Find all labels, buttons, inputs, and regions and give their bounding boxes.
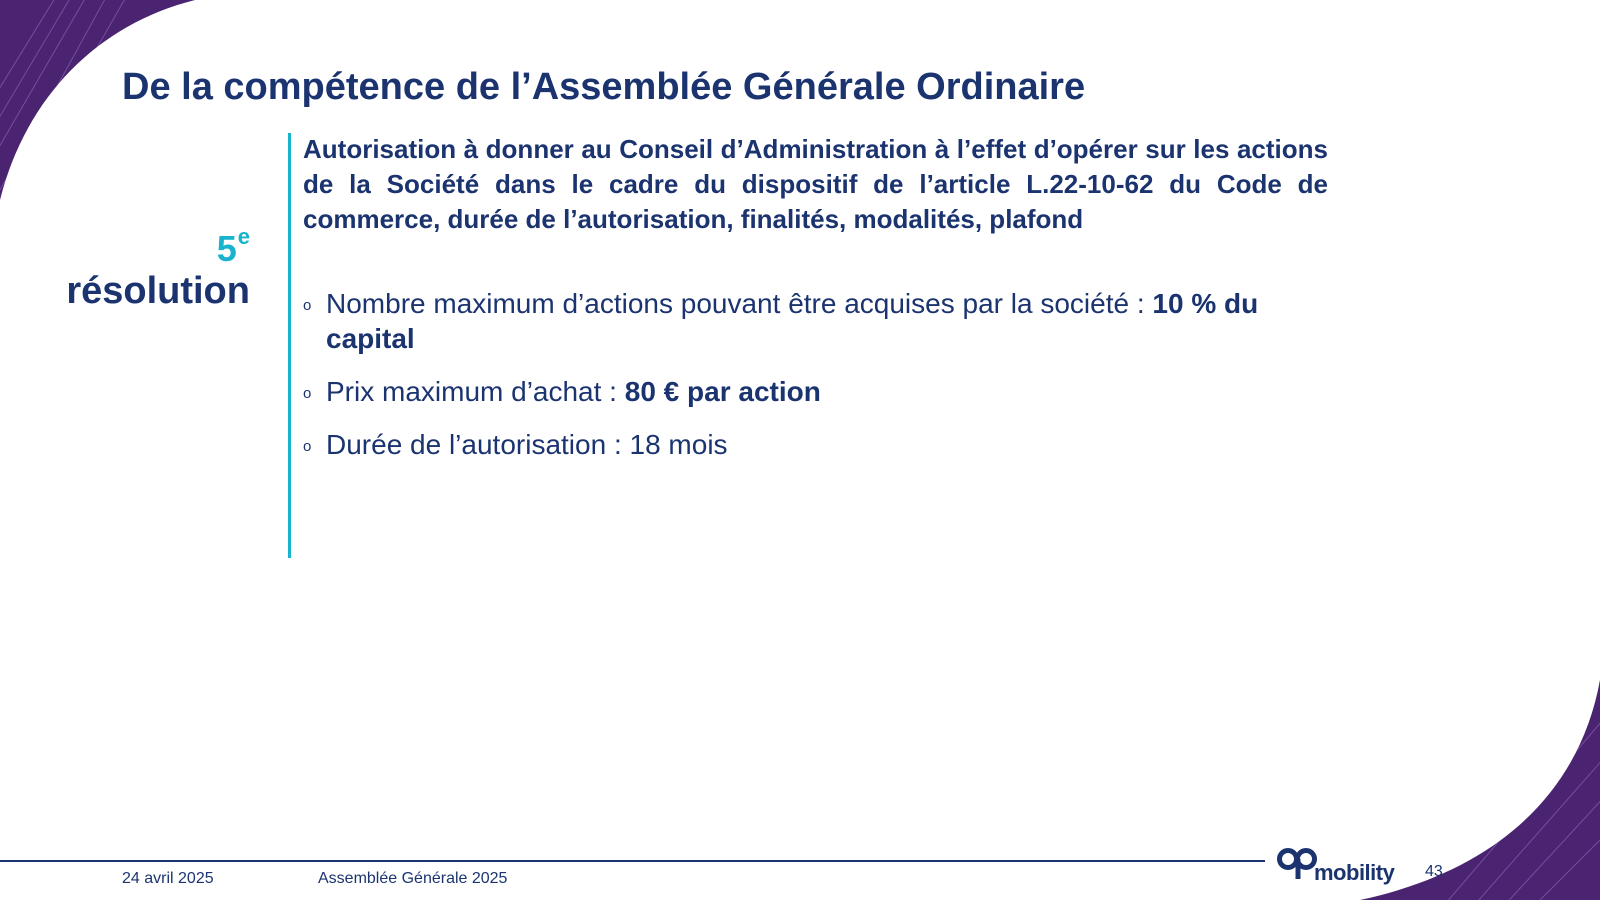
footer-date: 24 avril 2025	[122, 870, 214, 887]
bottom-right-corner-decoration	[1360, 680, 1600, 900]
resolution-ordinal-suffix: e	[237, 224, 250, 249]
resolution-label: résolution	[66, 270, 250, 312]
resolution-number-value: 5	[216, 228, 237, 269]
logo-wordmark: mobility	[1314, 860, 1395, 885]
bullet-bold-text: 10 % du capital	[326, 288, 1259, 354]
resolution-number	[216, 224, 250, 270]
footer-divider	[0, 860, 1265, 862]
list-item	[303, 286, 1343, 356]
vertical-divider	[288, 133, 291, 558]
bullet-list	[303, 286, 1343, 480]
circle-bullet-icon: o	[303, 297, 312, 314]
circle-bullet-icon: o	[303, 438, 312, 455]
resolution-heading: Autorisation à donner au Conseil d’Administration à l’effet d’opérer sur les actions de la Société dans le cadre du dispositif de l’article L.22-10-62 du Code de commerce, durée de l’autorisation, finalités, modalités, plafond	[303, 134, 1328, 234]
circle-bullet-icon: o	[303, 385, 312, 402]
bullet-bold-text: 80 € par action	[624, 376, 821, 407]
bullet-text: Prix maximum d’achat :	[326, 376, 625, 407]
slide-title: De la compétence de l’Assemblée Générale Ordinaire	[122, 66, 1086, 108]
page-number: 43	[1425, 863, 1443, 880]
bullet-text: Nombre maximum d’actions pouvant être acquises par la société :	[326, 288, 1153, 319]
list-item	[303, 374, 1343, 409]
bullet-text: Durée de l’autorisation : 18 mois	[326, 429, 728, 460]
list-item	[303, 427, 1343, 462]
footer-event: Assemblée Générale 2025	[318, 870, 508, 887]
